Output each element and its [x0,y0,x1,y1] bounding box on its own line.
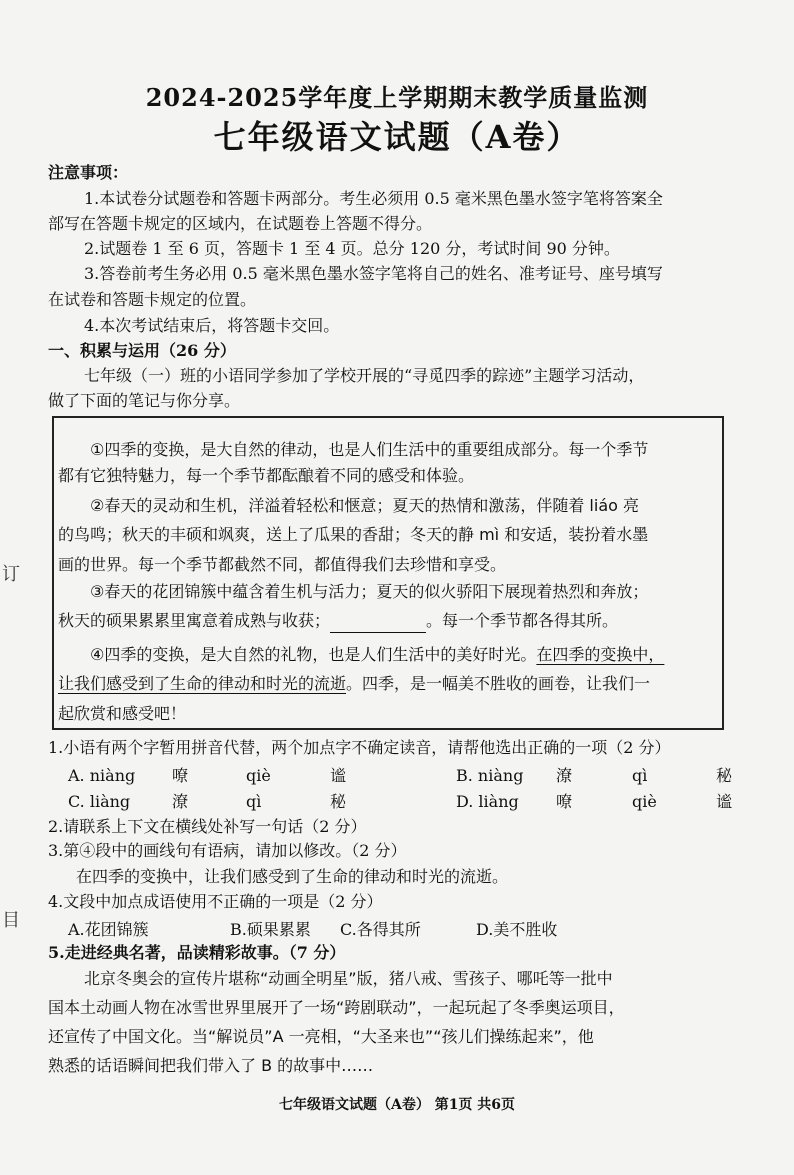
notes-item: 3.答卷前考生务必用 0.5 毫米黑色墨水签字笔将自己的姓名、准考证号、座号填写 [84,264,663,283]
option-d[interactable] [456,789,732,812]
page-footer: 七年级语文试题（A卷） 第1页 共6页 [278,1097,516,1113]
underlined-sentence: 让我们感受到了生命的律动和时光的流逝 [58,674,347,693]
option-text: 谧 [330,766,347,785]
section-heading: 一、积累与运用（26 分） [48,341,236,360]
option-text: 潦 [556,766,573,785]
option-c[interactable] [68,789,346,812]
option-d[interactable]: D.美不胜收 [476,920,558,939]
notes-item: 部写在答题卡规定的区域内，在试题卷上答题不得分。 [48,214,433,233]
option-b[interactable] [456,763,732,786]
note-paragraph [90,643,664,667]
question-stem: 1.小语有两个字暂用拼音代替，两个加点字不确定读音，请帮他选出正确的一项（2 分） [48,738,671,757]
option-b[interactable]: B.硕果累累 [230,920,311,939]
option-text: qiè [246,766,271,785]
margin-mark: 目 [2,910,20,931]
notes-item: 1.本试卷分试题卷和答题卡两部分。考生必须用 0.5 毫米黑色墨水签字笔将答案全 [84,189,663,208]
passage-line: 北京冬奥会的宣传片堪称“动画全明星”版，猪八戒、雪孩子、哪吒等一批中 [84,969,613,988]
option-text: qì [246,792,262,811]
note-paragraph [58,672,650,696]
option-text: qì [632,766,648,785]
passage-line: 国本土动画人物在冰雪世界里展开了一场“跨剧联动”，一起玩起了冬季奥运项目， [48,998,625,1017]
option-text: A. niàng [68,766,136,785]
notes-item: 在试卷和答题卡规定的位置。 [48,290,257,309]
notes-item: 4.本次考试结束后，将答题卡交回。 [84,316,340,335]
note-paragraph: ③春天的花团锦簇中蕴含着生机与活力；夏天的似火骄阳下展现着热烈和奔放； [90,582,649,601]
option-text: 秘 [716,766,733,785]
option-a[interactable] [68,763,346,786]
question-stem: 5.走进经典名著，品读精彩故事。（7 分） [48,943,346,962]
section-intro: 做了下面的笔记与你分享。 [48,391,241,410]
note-paragraph: 都有它独特魅力，每一个季节都酝酿着不同的感受和体验。 [58,466,475,485]
option-c[interactable]: C.各得其所 [340,920,421,939]
question-stem: 2.请联系上下文在横线处补写一句话（2 分） [48,817,367,836]
note-paragraph: 画的世界。每一个季节都截然不同，都值得我们去珍惜和享受。 [58,555,507,574]
question-stem: 3.第④段中的画线句有语病，请加以修改。（2 分） [48,841,407,860]
option-text: 嘹 [172,766,189,785]
note-text: 。每一个季节都各得其所。 [426,611,619,630]
exam-subtitle: 七年级语文试题（A卷） [213,118,581,156]
note-text: 秋天的硕果累累里寓意着成熟与收获； [58,611,331,630]
section-intro: 七年级（一）班的小语同学参加了学校开展的“寻觅四季的踪迹”主题学习活动， [84,366,645,385]
note-paragraph: 的鸟鸣；秋天的丰硕和飒爽，送上了瓜果的香甜；冬天的静 mì 和安适，装扮着水墨 [58,525,649,544]
exam-title: 2024-2025学年度上学期期末教学质量监测 [145,83,649,112]
passage-line: 熟悉的话语瞬间把我们带入了 B 的故事中…… [48,1056,374,1075]
question-stem: 4.文段中加点成语使用不正确的一项是（2 分） [48,892,383,911]
question-sentence: 在四季的变换中，让我们感受到了生命的律动和时光的流逝。 [76,867,509,886]
option-text: C. liàng [68,792,131,811]
note-paragraph: ②春天的灵动和生机，洋溢着轻松和惬意；夏天的热情和激荡，伴随着 liáo 亮 [90,496,640,515]
note-text: ④四季的变换，是大自然的礼物，也是人们生活中的美好时光。 [90,645,537,664]
note-paragraph [58,609,618,633]
underlined-sentence: 在四季的变换中， [536,645,665,664]
option-text: 潦 [172,792,189,811]
option-text: qiè [632,792,657,811]
option-text: 嘹 [556,792,573,811]
notes-item: 2.试题卷 1 至 6 页，答题卡 1 至 4 页。总分 120 分，考试时间 90 分钟。 [84,239,620,258]
note-paragraph: ①四季的变换，是大自然的律动，也是人们生活中的重要组成部分。每一个季节 [90,440,649,459]
margin-mark: 订 [2,564,20,585]
option-text: 谧 [716,792,733,811]
option-text: B. niàng [456,766,524,785]
option-text: D. liàng [456,792,519,811]
fill-blank[interactable] [330,616,426,633]
note-paragraph: 起欣赏和感受吧！ [58,704,187,723]
passage-line: 还宣传了中国文化。当“解说员”A 一亮相，“大圣来也”“孩儿们操练起来”，他 [48,1027,594,1046]
notes-heading: 注意事项： [48,163,129,182]
option-a[interactable]: A.花团锦簇 [68,920,149,939]
option-text: 秘 [330,792,347,811]
note-text: 。四季，是一幅美不胜收的画卷，让我们一 [346,674,651,693]
